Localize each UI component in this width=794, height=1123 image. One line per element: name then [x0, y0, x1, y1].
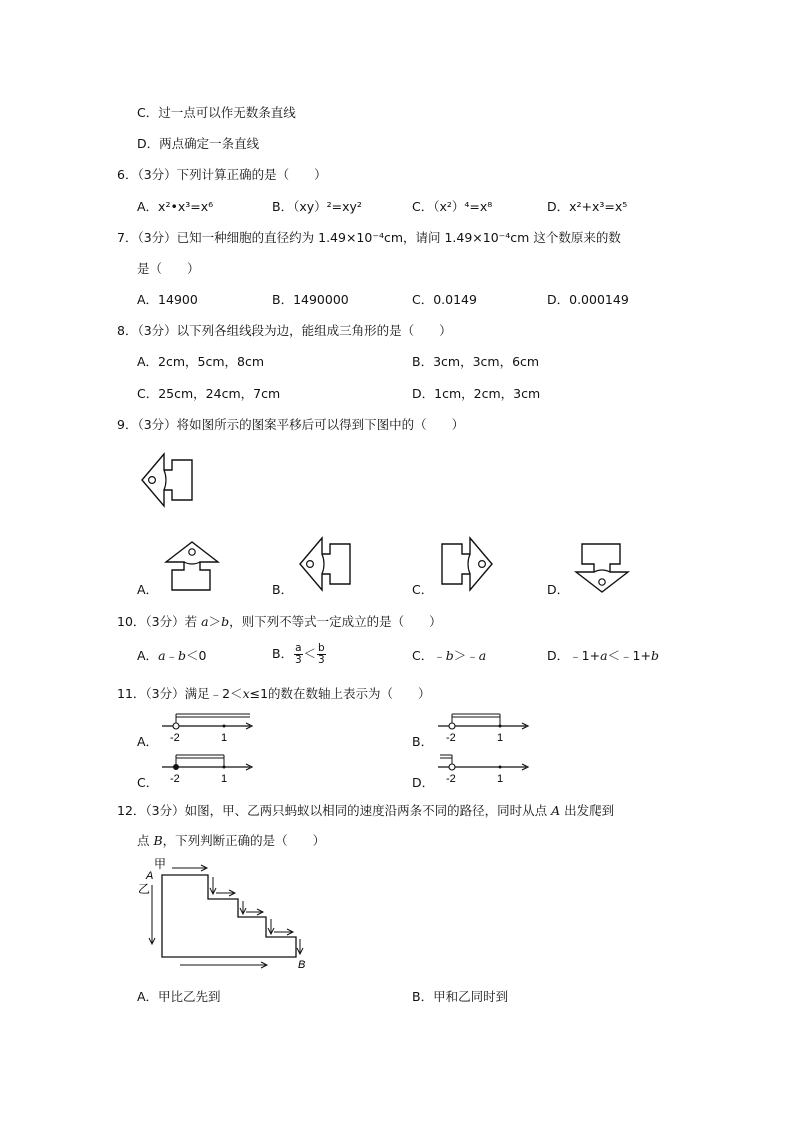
q11-stem: 11．（3分）满足﹣2＜x≤1的数在数轴上表示为（ ） [117, 686, 431, 701]
q6-stem: 6．（3分）下列计算正确的是（ ） [117, 167, 327, 182]
q11-label-c: C． [137, 775, 159, 790]
q12-option-a: A．甲比乙先到 [137, 989, 221, 1004]
q12-label-point-b: B [298, 959, 306, 971]
q9-label-a: A． [137, 582, 159, 597]
q10-stem: 10．（3分）若 a＞b，则下列不等式一定成立的是（ ） [117, 614, 442, 629]
q7-option-d: D．0.000149 [547, 292, 629, 307]
q10-option-c: C．﹣b＞﹣a [412, 648, 487, 663]
q7-stem-line1: 7．（3分）已知一种细胞的直径约为 1.49×10⁻⁴cm，请问 1.49×10⁻⁴cm 这个数原来的数 [117, 230, 621, 245]
q11-option-b-numberline [434, 710, 534, 744]
q12-label-point-a: A [146, 870, 154, 882]
q11-b-tick-right: 1 [497, 732, 504, 744]
q11-a-tick-right: 1 [221, 732, 228, 744]
q9-option-a-figure [162, 540, 222, 598]
q9-stem: 9．（3分）将如图所示的图案平移后可以得到下图中的（ ） [117, 417, 465, 432]
q12-option-b: B．甲和乙同时到 [412, 989, 509, 1004]
q11-b-tick-left: -2 [446, 732, 456, 744]
q9-label-d: D． [547, 582, 570, 597]
q8-option-c: C．25cm，24cm，7cm [137, 386, 281, 401]
q9-option-d-figure [572, 538, 632, 596]
q11-d-tick-right: 1 [497, 773, 504, 785]
q11-option-a-numberline [158, 710, 258, 744]
q5-option-d: D．两点确定一条直线 [137, 136, 260, 151]
q11-label-a: A． [137, 734, 159, 749]
q9-label-c: C． [412, 582, 434, 597]
q9-option-c-figure [438, 536, 494, 594]
q11-c-tick-right: 1 [221, 773, 228, 785]
q12-label-yi: 乙 [138, 882, 151, 896]
q5-option-c: C．过一点可以作无数条直线 [137, 105, 296, 120]
q10-option-d: D．﹣1+a＜﹣1+b [547, 648, 659, 663]
q11-a-tick-left: -2 [170, 732, 180, 744]
q8-stem: 8．（3分）以下列各组线段为边，能组成三角形的是（ ） [117, 323, 452, 338]
q6-option-b: B．（xy）²=xy² [272, 199, 362, 214]
q7-option-c: C．0.0149 [412, 292, 477, 307]
q6-option-d: D．x²+x³=x⁵ [547, 199, 628, 214]
q12-figure [138, 855, 318, 975]
q10-option-b: B． $\frac{a}{3}$ ＜ $\frac{b}{3}$ [272, 642, 325, 666]
q10-option-a: A．a﹣b＜0 [137, 648, 207, 663]
q7-option-b: B．1490000 [272, 292, 349, 307]
q6-option-c: C．（x²）⁴=x⁸ [412, 199, 493, 214]
q9-label-b: B． [272, 582, 294, 597]
q11-option-c-numberline [158, 751, 258, 785]
q12-label-jia: 甲 [154, 857, 167, 871]
q8-option-d: D．1cm，2cm，3cm [412, 386, 541, 401]
q7-option-a: A．14900 [137, 292, 198, 307]
q7-stem-line2: 是（ ） [137, 261, 200, 276]
q9-option-b-figure [298, 536, 354, 594]
q12-stem-line1: 12．（3分）如图，甲、乙两只蚂蚁以相同的速度沿两条不同的路径，同时从点 A 出发爬到 [117, 803, 615, 818]
q11-option-d-numberline [434, 751, 534, 785]
q6-option-a: A．x²•x³=x⁶ [137, 199, 214, 214]
q8-option-a: A．2cm，5cm，8cm [137, 354, 265, 369]
q11-label-d: D． [412, 775, 435, 790]
q8-option-b: B．3cm，3cm，6cm [412, 354, 540, 369]
q9-original-figure [140, 452, 196, 510]
q11-c-tick-left: -2 [170, 773, 180, 785]
q11-d-tick-left: -2 [446, 773, 456, 785]
q11-label-b: B． [412, 734, 434, 749]
q12-stem-line2: 点 B，下列判断正确的是（ ） [137, 833, 326, 848]
